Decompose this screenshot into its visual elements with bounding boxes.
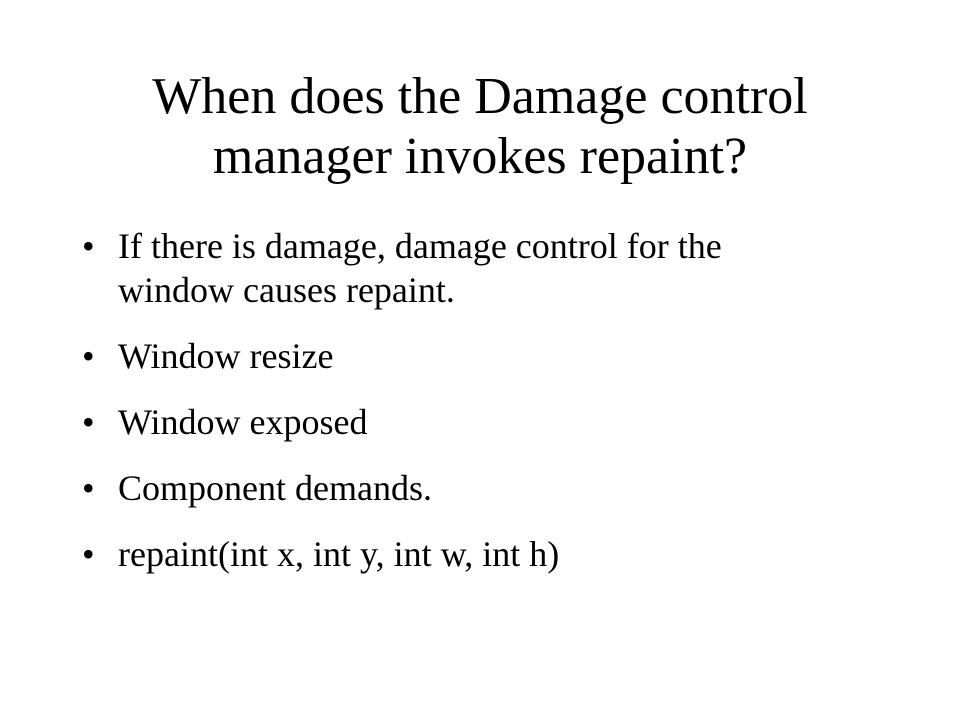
bullet-item-window-exposed: [82, 400, 902, 444]
bullet-dot-icon: •: [82, 336, 95, 376]
bullet-text: Window exposed: [118, 402, 368, 442]
slide-title: [0, 67, 960, 187]
bullet-dot-icon: •: [82, 468, 95, 508]
bullet-item-damage: [82, 224, 902, 312]
bullet-text: repaint(int x, int y, int w, int h): [118, 534, 560, 574]
bullet-dot-icon: •: [82, 402, 95, 442]
bullet-item-repaint-signature: [82, 532, 902, 576]
slide-title-line-1: When does the Damage control: [152, 68, 808, 125]
bullet-dot-icon: •: [82, 534, 95, 574]
bullet-item-component-demands: [82, 466, 902, 510]
bullet-text: Component demands.: [118, 468, 432, 508]
bullet-text: Window resize: [118, 336, 334, 376]
bullet-text: If there is damage, damage control for the window causes repaint.: [118, 226, 722, 310]
bullet-item-window-resize: [82, 334, 902, 378]
slide-title-line-2: manager invokes repaint?: [212, 128, 748, 185]
bullet-dot-icon: •: [82, 226, 95, 266]
bullet-list: [82, 224, 902, 598]
